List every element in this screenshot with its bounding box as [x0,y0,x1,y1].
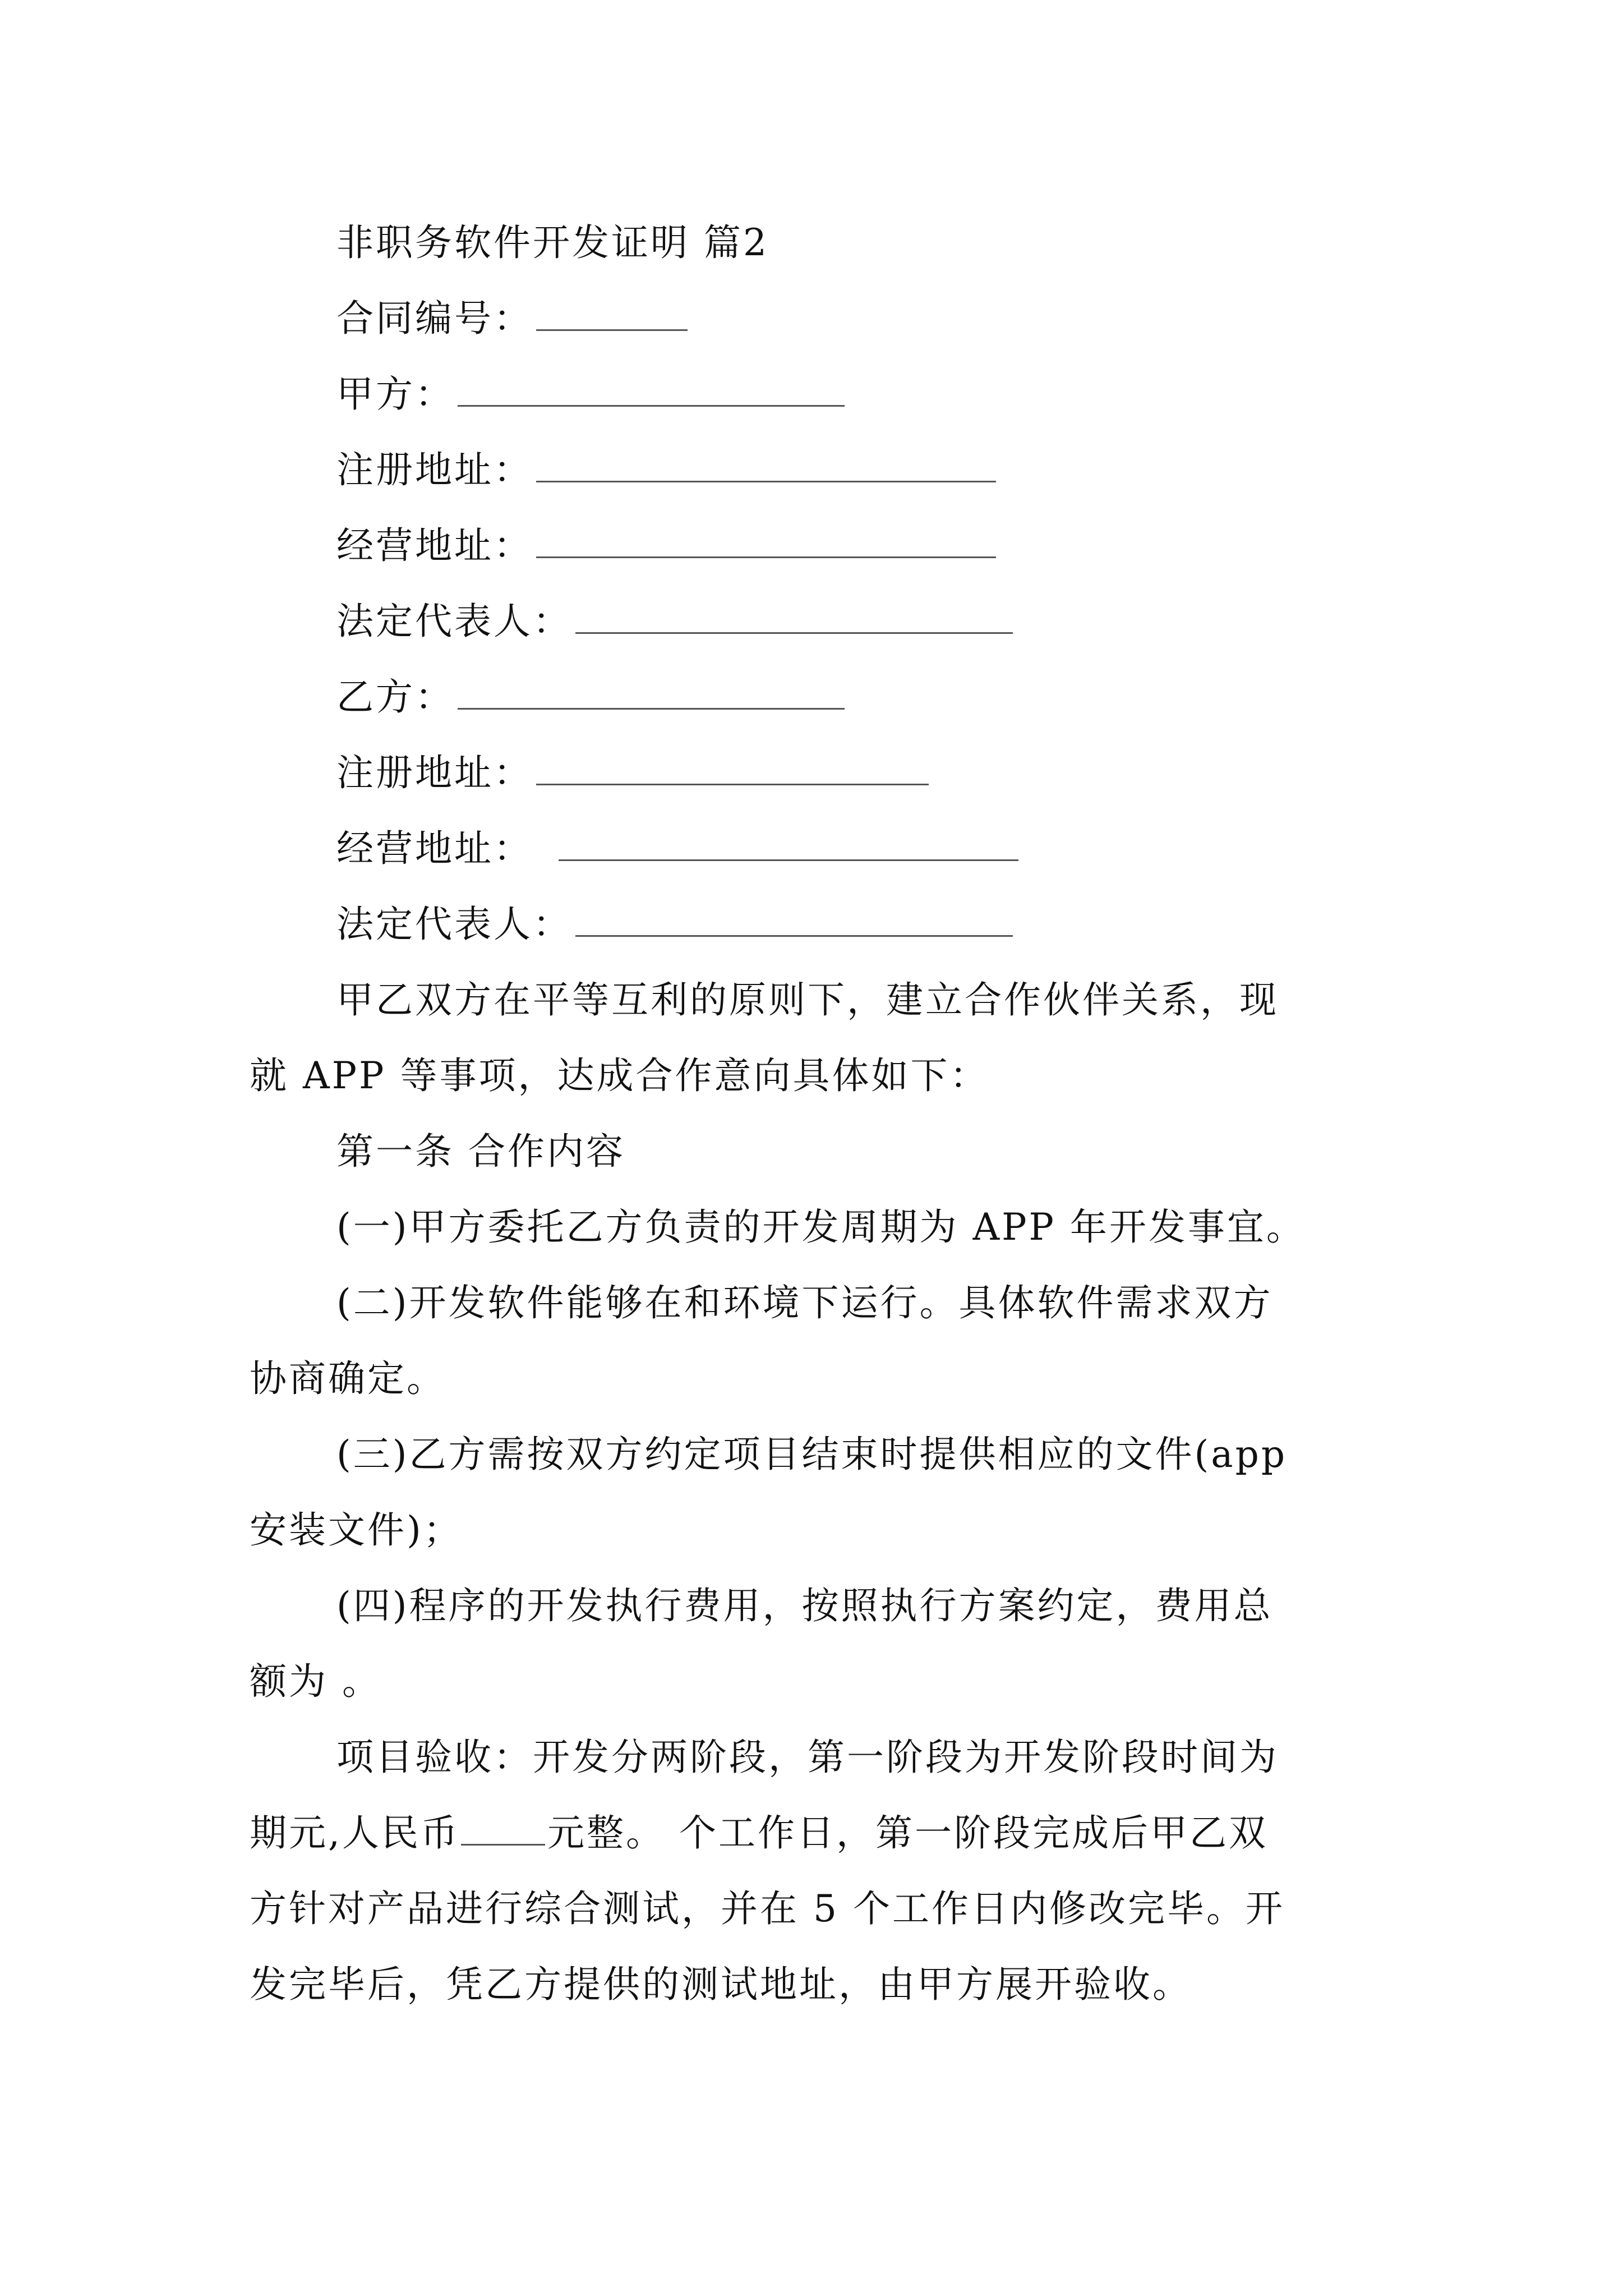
clause-3-line-1: (三)乙方需按双方约定项目结束时提供相应的文件(app [336,1433,1288,1476]
blank-line [575,935,1013,937]
field-party-a-business-address [336,524,996,567]
field-label: 注册地址： [336,751,533,794]
field-party-b [336,675,845,719]
article-1-heading: 第一条 合作内容 [336,1130,625,1173]
acceptance-line-2-start: 期元,人民币 [250,1811,460,1855]
blank-line [536,784,929,785]
field-label: 甲方： [336,372,454,416]
clause-1-line-1: (一)甲方委托乙方负责的开发周期为 APP 年开发事宜。 [336,1205,1306,1249]
field-label: 法定代表人： [336,903,572,946]
clause-3-line-2: 安装文件)； [250,1508,463,1552]
field-label: 经营地址： [336,524,533,567]
field-label: 合同编号： [336,297,533,340]
blank-line [458,405,845,407]
clause-4-line-2: 额为 。 [250,1660,381,1703]
acceptance-line-3: 方针对产品进行综合测试，并在 5 个工作日内修改完毕。开 [250,1887,1285,1930]
field-party-b-registered-address [336,751,929,794]
field-label: 乙方： [336,675,454,719]
field-party-b-business-address [336,827,1018,870]
acceptance-line-2-end: 元整。 个工作日，第一阶段完成后甲乙双 [547,1811,1268,1855]
field-label: 法定代表人： [336,600,572,643]
acceptance-line-4: 发完毕后，凭乙方提供的测试地址，由甲方展开验收。 [250,1963,1192,2006]
clause-2-line-2: 协商确定。 [250,1357,446,1400]
field-label: 注册地址： [336,448,533,491]
field-label: 经营地址： [336,827,533,870]
field-party-b-legal-representative [336,903,1013,946]
acceptance-line-1: 项目验收：开发分两阶段，第一阶段为开发阶段时间为 [336,1736,1279,1779]
intro-line-1: 甲乙双方在平等互利的原则下，建立合作伙伴关系，现 [336,978,1279,1022]
field-party-a [336,372,845,416]
blank-line [458,708,845,710]
document-title: 非职务软件开发证明 篇2 [336,221,769,264]
blank-line [536,556,996,558]
blank-line [575,632,1013,634]
clause-2-line-1: (二)开发软件能够在和环境下运行。具体软件需求双方 [336,1281,1273,1324]
acceptance-line-2 [250,1811,1268,1855]
field-party-a-legal-representative [336,600,1013,643]
blank-line [559,859,1018,861]
blank-line [536,329,688,331]
field-party-a-registered-address [336,448,996,491]
blank-line [536,481,996,482]
intro-line-2: 就 APP 等事项，达成合作意向具体如下： [250,1054,989,1097]
clause-4-line-1: (四)程序的开发执行费用，按照执行方案约定，费用总 [336,1584,1273,1627]
amount-blank-line [461,1844,545,1846]
field-contract-number [336,297,688,340]
